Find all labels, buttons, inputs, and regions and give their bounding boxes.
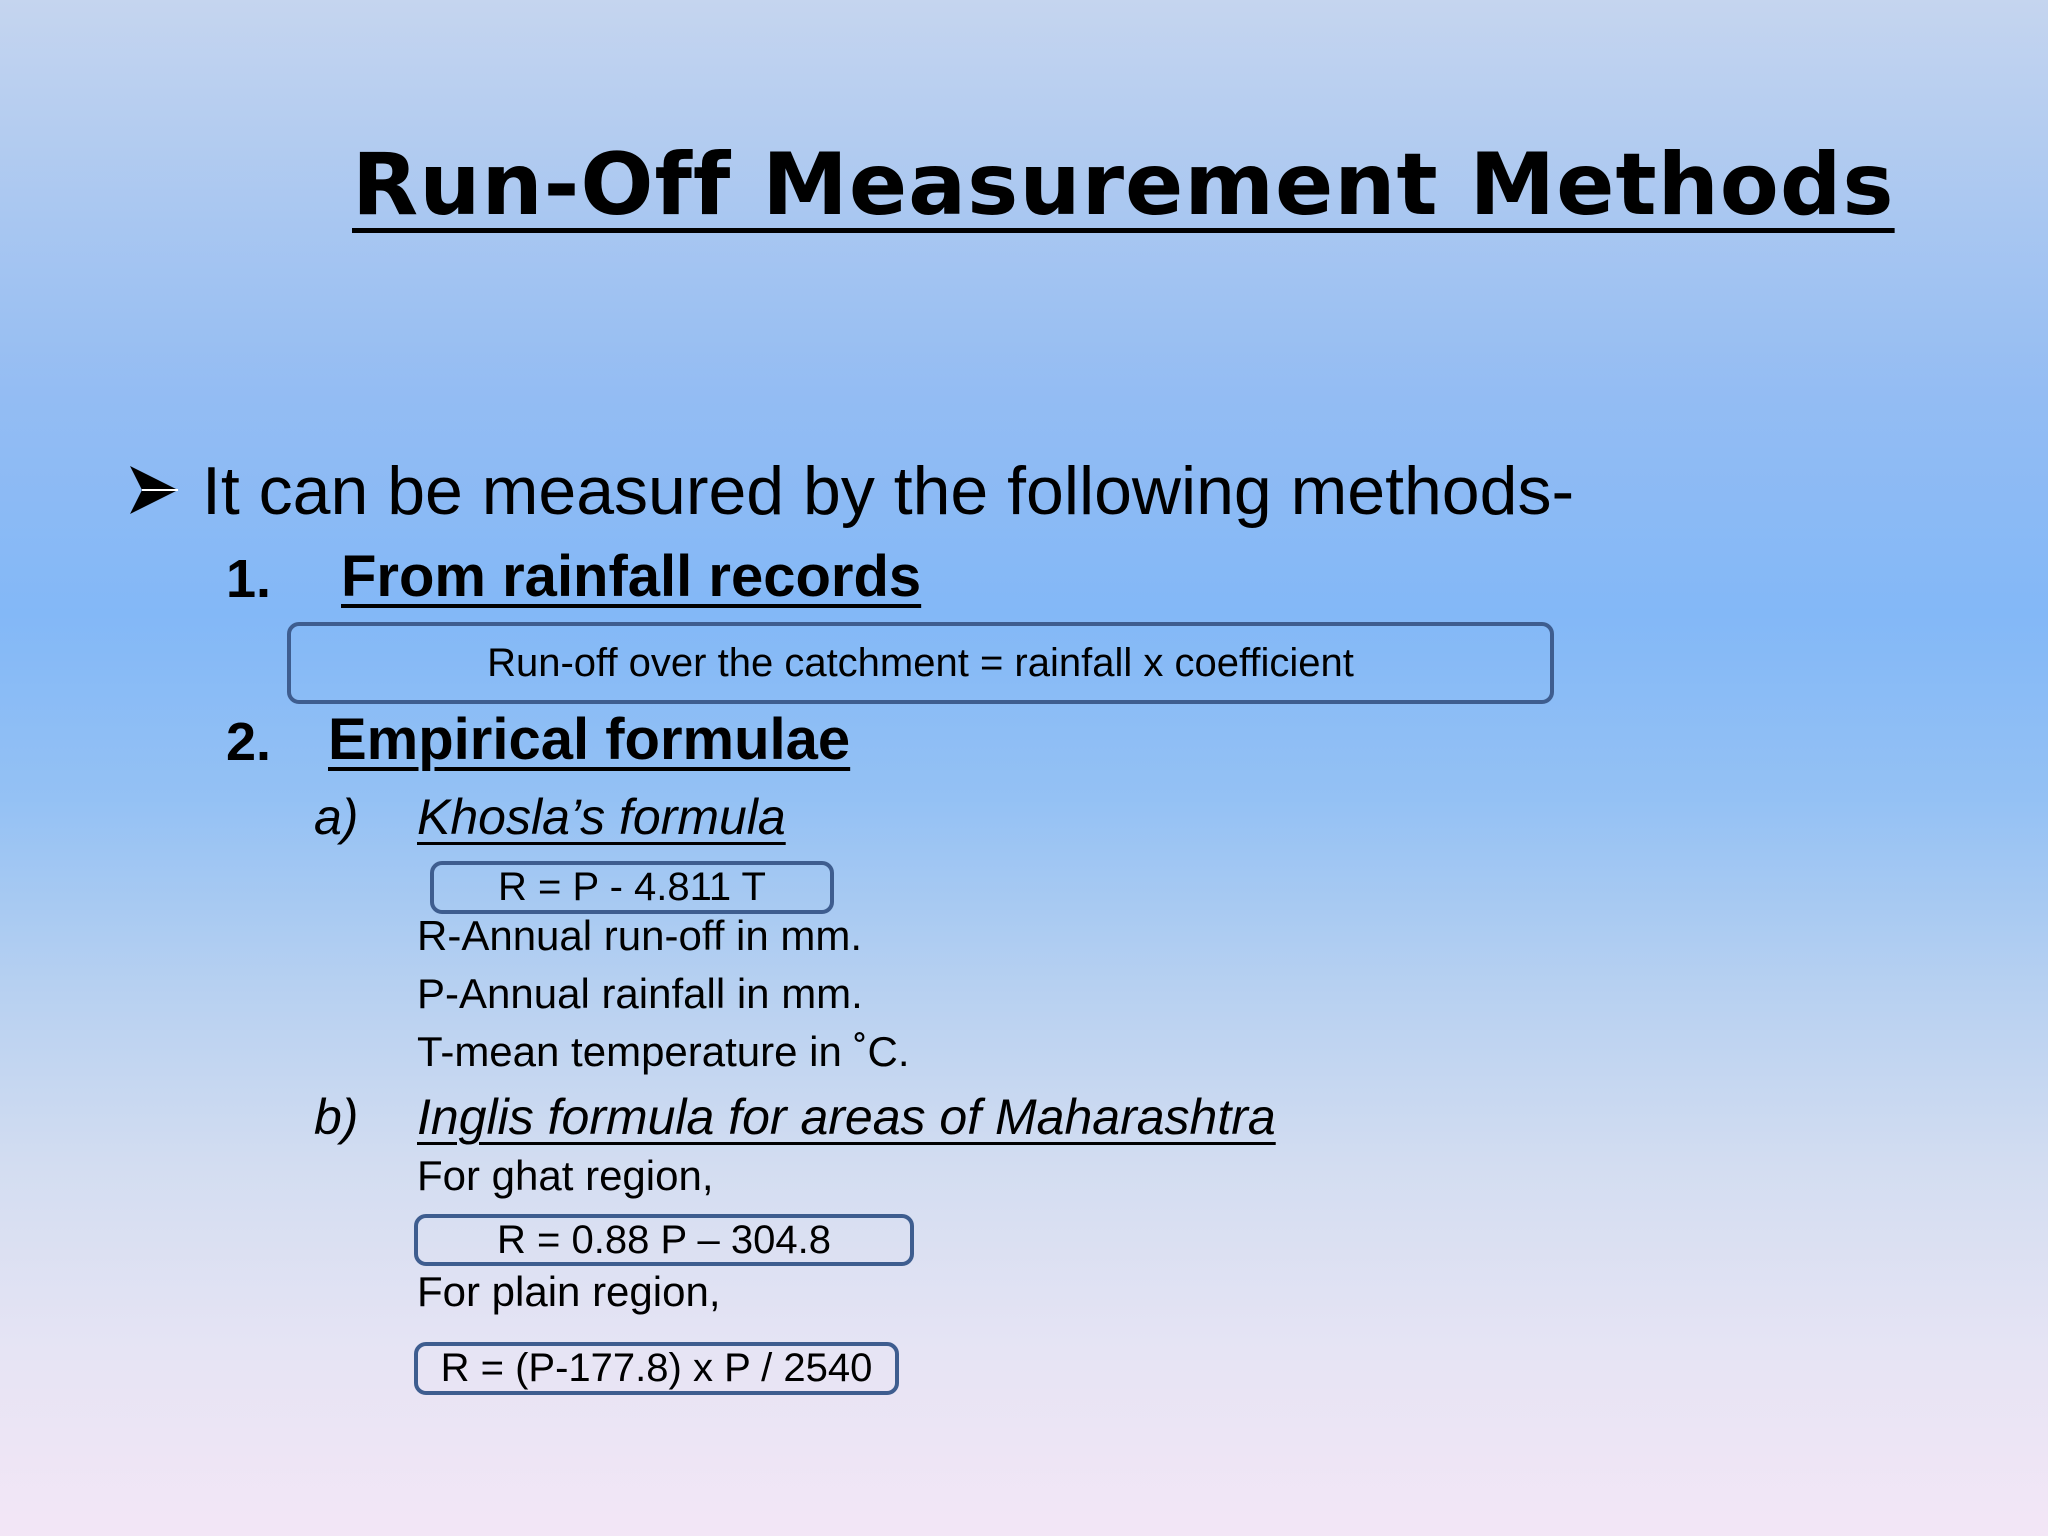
definition-r: R-Annual run-off in mm. — [417, 912, 863, 959]
plain-region-label: For plain region, — [417, 1268, 721, 1315]
plain-formula: R = (P-177.8) x P / 2540 — [440, 1346, 873, 1390]
khosla-formula: R = P - 4.811 T — [498, 865, 766, 909]
ghat-formula: R = 0.88 P – 304.8 — [497, 1217, 831, 1262]
inglis-formula-label: Inglis formula for areas of Maharashtra — [417, 1089, 1276, 1145]
method-1-label: From rainfall records — [341, 544, 922, 609]
method-2-label: Empirical formulae — [328, 707, 851, 772]
sub-b-marker: b) — [314, 1089, 359, 1145]
intro-text: It can be measured by the following methods- — [202, 453, 1575, 529]
slide-title: Run-Off Measurement Methods — [352, 135, 1895, 235]
arrow-bullet-icon — [128, 464, 180, 516]
method-1-formula-box — [287, 622, 1554, 704]
sub-a-marker: a) — [314, 789, 359, 845]
definition-p: P-Annual rainfall in mm. — [417, 970, 863, 1017]
khosla-formula-box — [430, 861, 834, 914]
definition-t: T-mean temperature in ˚C. — [417, 1028, 910, 1075]
method-1-formula: Run-off over the catchment = rainfall x coefficient — [487, 640, 1354, 685]
plain-formula-box — [414, 1342, 899, 1395]
ghat-formula-box — [414, 1214, 914, 1266]
method-1-number: 1. — [226, 549, 272, 609]
khosla-formula-label: Khosla’s formula — [417, 789, 786, 845]
intro-bullet — [128, 452, 1574, 530]
ghat-region-label: For ghat region, — [417, 1152, 714, 1199]
method-2-number: 2. — [226, 712, 272, 772]
